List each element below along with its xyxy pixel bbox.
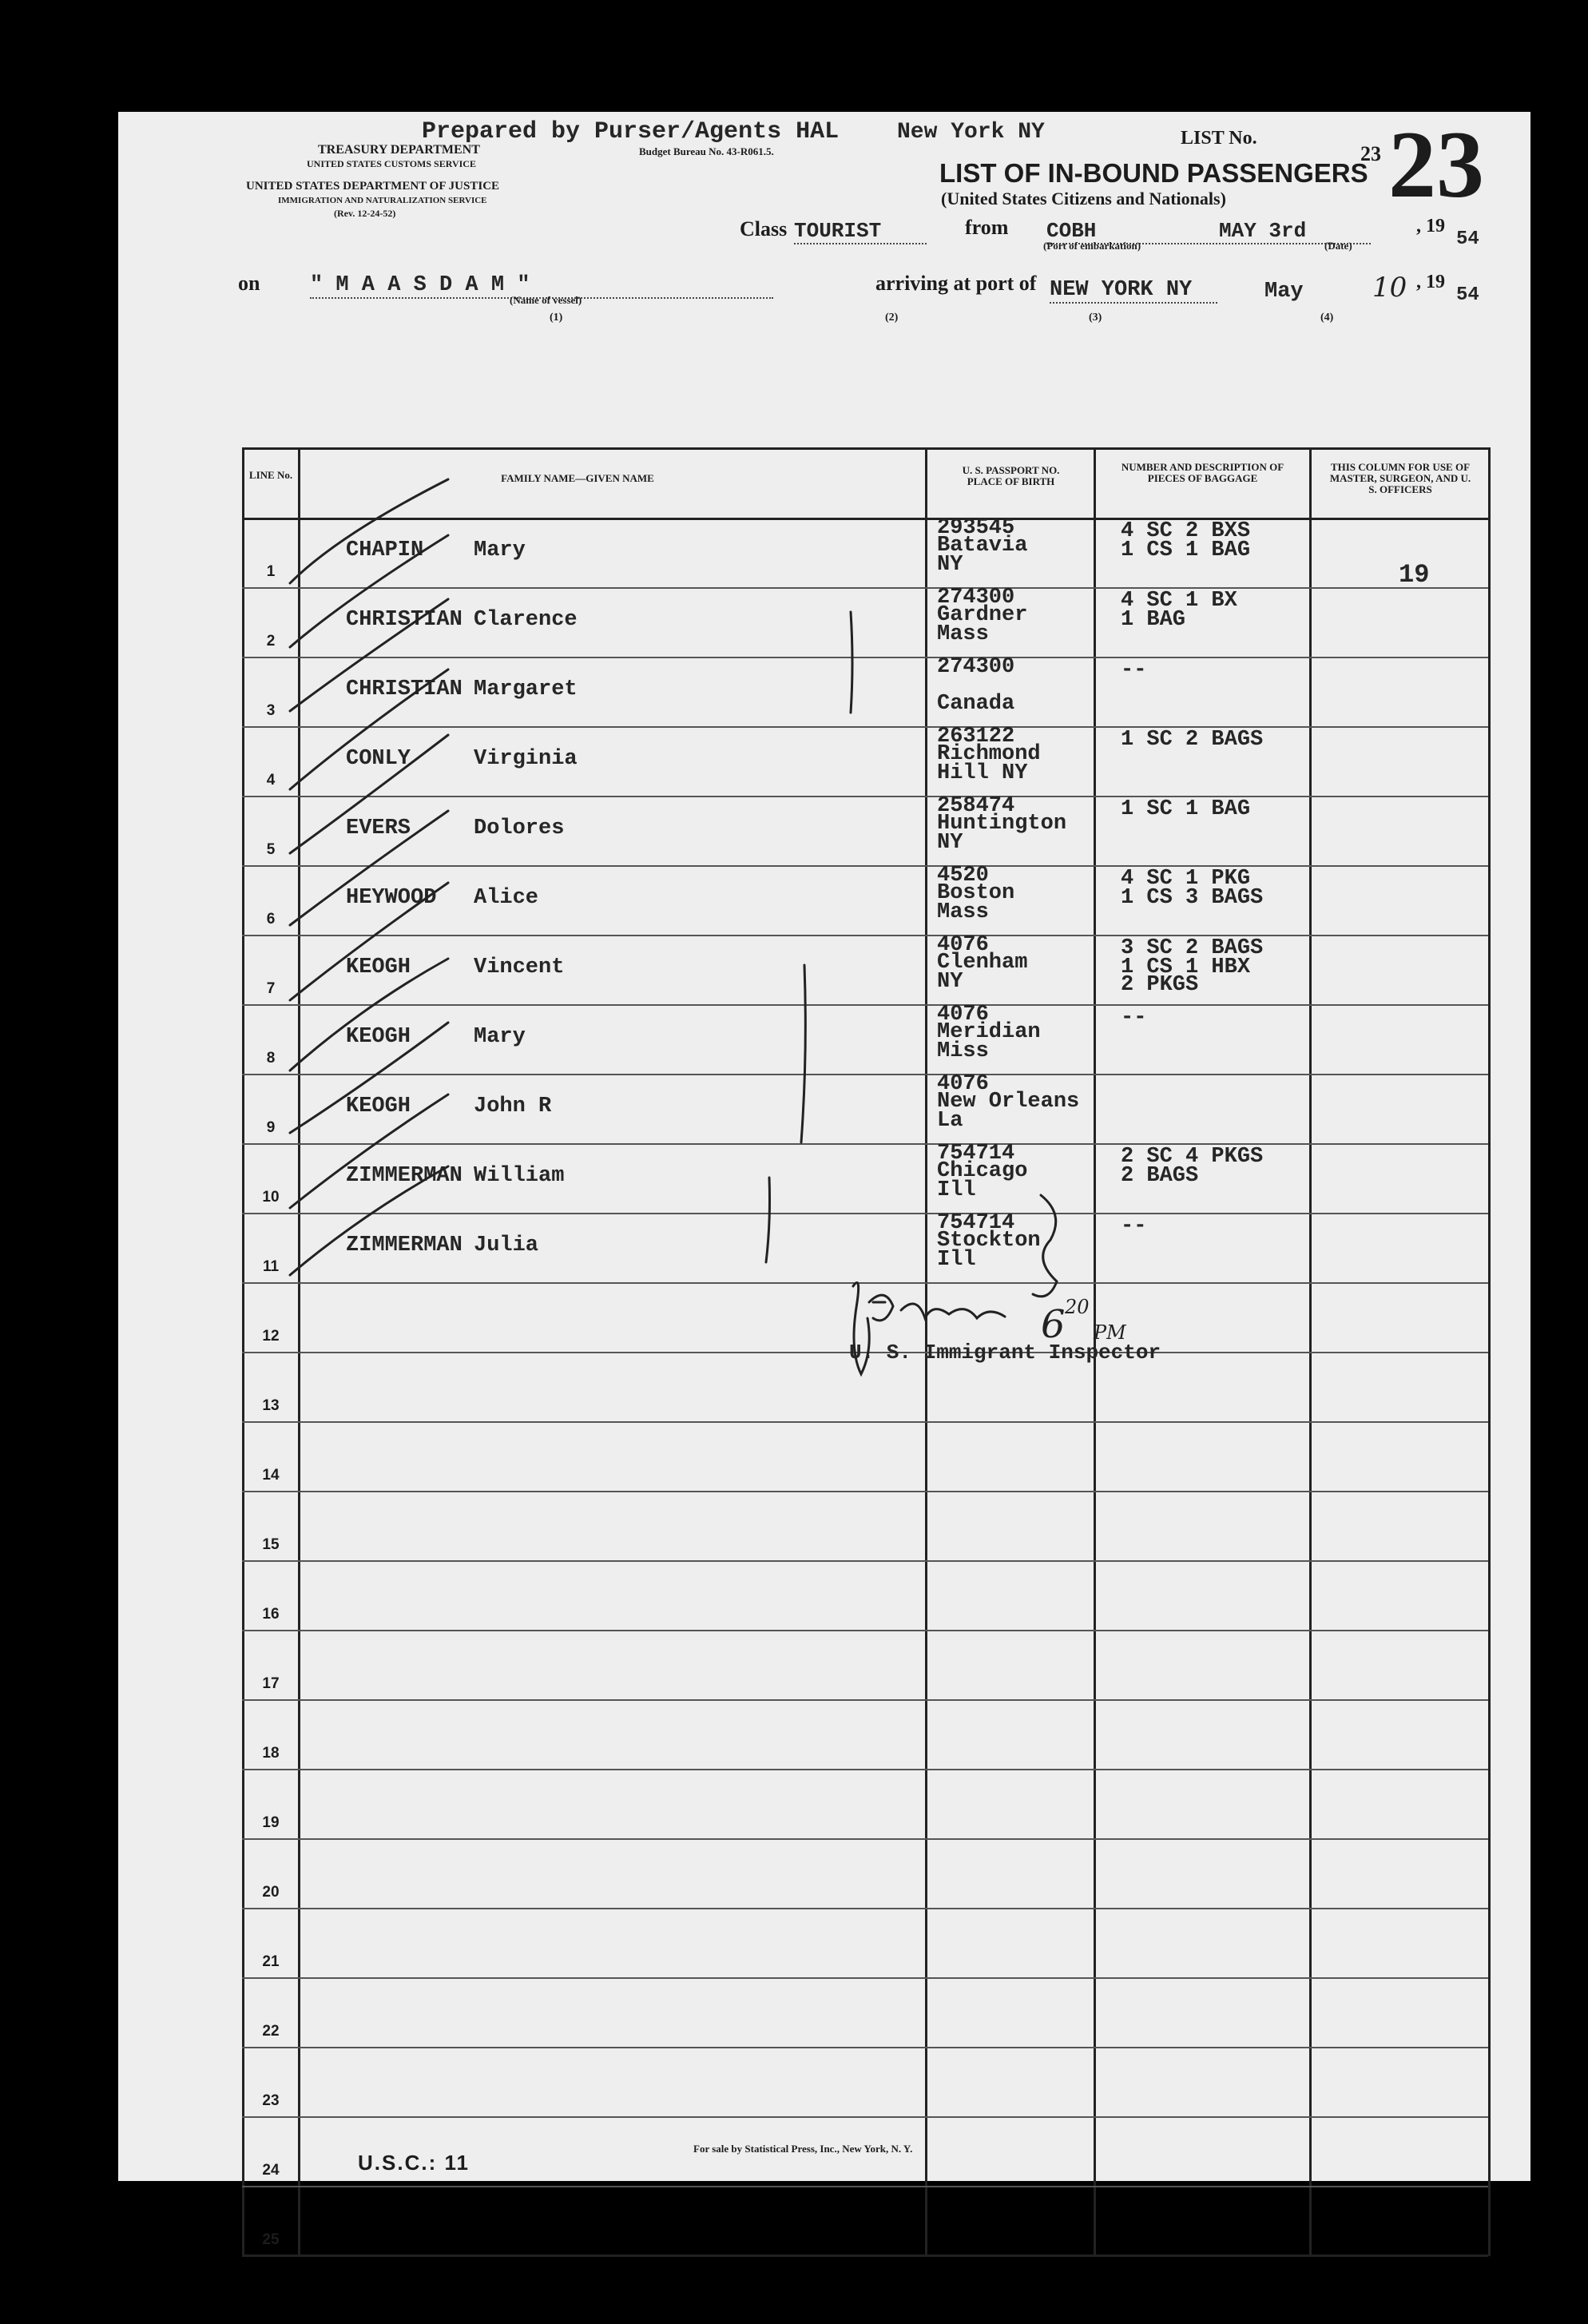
table-row-rule [242, 1630, 1488, 1631]
birth-place-line2: La [937, 1109, 963, 1133]
inspector-time-pm: PM [1094, 1321, 1126, 1344]
arriving-label: arriving at port of [875, 272, 1037, 295]
from-caption: (Port of embarkation) [1043, 240, 1141, 252]
line-number: 22 [262, 2023, 280, 2040]
family-name: CHAPIN [346, 538, 424, 562]
table-rule [242, 518, 1488, 520]
family-name: HEYWOOD [346, 886, 437, 910]
birth-place-line1: New Orleans [937, 1090, 1080, 1114]
line-number: 17 [262, 1675, 280, 1692]
inspector-time-minutes: 20 [1065, 1296, 1090, 1318]
birth-place-line2: Canada [937, 692, 1015, 716]
baggage-line1: 2 SC 4 PKGS [1121, 1145, 1264, 1169]
customs-service: UNITED STATES CUSTOMS SERVICE [307, 158, 476, 169]
table-row-rule [242, 865, 1488, 867]
manifest-page [118, 111, 1530, 2248]
line-number: 1 [266, 563, 276, 580]
table-row-rule [242, 1560, 1488, 1562]
line-number: 18 [262, 1745, 280, 1762]
birth-place-line1: Meridian [937, 1020, 1041, 1044]
departure-date: MAY 3rd [1219, 219, 1371, 244]
form-revision: (Rev. 12-24-52) [334, 208, 396, 219]
baggage-line1: 4 SC 1 PKG [1121, 867, 1251, 891]
table-row-rule [242, 1491, 1488, 1492]
arrival-port: NEW YORK NY [1050, 278, 1217, 304]
table-rule [242, 2254, 1488, 2257]
line-number: 10 [262, 1189, 280, 1206]
list-no-label: LIST No. [1181, 128, 1257, 149]
birth-place-line1: Gardner [937, 603, 1028, 627]
header-baggage: NUMBER AND DESCRIPTION OF PIECES OF BAGGAGE [1121, 461, 1284, 484]
passport-number: 263122 [937, 725, 1015, 749]
birth-place-line1: Huntington [937, 812, 1067, 836]
header-line-no: LINE No. [248, 469, 293, 481]
from-value: COBH [1046, 219, 1230, 244]
table-row-rule [242, 1143, 1488, 1145]
given-name: Margaret [474, 677, 578, 701]
table-row-rule [242, 1699, 1488, 1701]
line-number: 16 [262, 1606, 280, 1623]
passport-number: 4520 [937, 864, 989, 888]
usc-code: U.S.C.: 11 [358, 2151, 470, 2175]
birth-place-line1: Batavia [937, 534, 1028, 558]
table-row-rule [242, 726, 1488, 728]
passport-number: 4076 [937, 933, 989, 957]
family-name: CHRISTIAN [346, 677, 463, 701]
birth-place-line1: Clenham [937, 951, 1028, 975]
line-number: 4 [266, 772, 276, 789]
line-number: 7 [266, 980, 276, 997]
inspector-label: U. S. Immigrant Inspector [849, 1341, 1161, 1365]
table-row-rule [242, 1421, 1488, 1423]
given-name: Alice [474, 886, 539, 910]
birth-place-line1: Stockton [937, 1229, 1041, 1253]
baggage-line2: 1 CS 1 BAG [1121, 538, 1251, 562]
class-label: Class [740, 217, 788, 240]
line-number: 20 [262, 1884, 280, 1901]
table-row-rule [242, 935, 1488, 936]
family-name: ZIMMERMAN [346, 1234, 463, 1257]
line-number: 11 [262, 1258, 280, 1275]
birth-place-line1: Richmond [937, 742, 1041, 766]
baggage-line1: 4 SC 2 BXS [1121, 519, 1251, 543]
birth-place-line2: Miss [937, 1039, 989, 1063]
line-number: 3 [266, 702, 276, 719]
form-subtitle: (United States Citizens and Nationals) [941, 189, 1226, 209]
family-name: EVERS [346, 816, 411, 840]
family-name: KEOGH [346, 1025, 411, 1049]
passport-number: 4076 [937, 1003, 989, 1027]
baggage-line2: 1 BAG [1121, 608, 1186, 632]
baggage-line1: -- [1121, 658, 1147, 682]
col-caption-3: (3) [1089, 312, 1102, 324]
baggage-line1: 1 SC 2 BAGS [1121, 728, 1264, 752]
from-label: from [965, 216, 1009, 239]
given-name: Julia [474, 1234, 539, 1257]
passenger-table [242, 447, 1488, 2256]
departure-year: 54 [1456, 228, 1479, 250]
line-number: 15 [262, 1536, 280, 1553]
given-name: William [474, 1164, 565, 1188]
port-city: New York NY [897, 120, 1045, 145]
baggage-line2: 1 CS 3 BAGS [1121, 886, 1264, 910]
baggage-line3: 2 PKGS [1121, 973, 1199, 997]
line-number: 21 [262, 1953, 280, 1970]
family-name: KEOGH [346, 1094, 411, 1118]
table-row-rule [242, 1977, 1488, 1979]
table-row-rule [242, 2047, 1488, 2048]
line-number: 12 [262, 1328, 280, 1345]
form-title: LIST OF IN-BOUND PASSENGERS [939, 158, 1368, 188]
given-name: Clarence [474, 608, 578, 632]
printer-note: For sale by Statistical Press, Inc., New York, N. Y. [693, 2143, 913, 2155]
given-name: Virginia [474, 747, 578, 771]
passport-number: 274300 [937, 586, 1015, 610]
table-border-right [1488, 447, 1491, 2256]
baggage-line1: -- [1121, 1006, 1147, 1030]
ins-service: IMMIGRATION AND NATURALIZATION SERVICE [278, 196, 487, 205]
table-row-rule [242, 657, 1488, 658]
birth-place-line1: Boston [937, 881, 1015, 905]
table-row-rule [242, 1838, 1488, 1840]
table-row-rule [242, 1213, 1488, 1214]
birth-place-line2: Mass [937, 622, 989, 646]
header-name: FAMILY NAME—GIVEN NAME [501, 472, 654, 484]
table-row-rule [242, 1004, 1488, 1006]
on-label: on [238, 272, 260, 295]
birth-place-line2: Mass [937, 900, 989, 924]
passport-number: 4076 [937, 1072, 989, 1096]
table-row-rule [242, 587, 1488, 589]
given-name: Mary [474, 538, 526, 562]
officer-note: 19 [1399, 560, 1430, 590]
birth-place-line2: Hill NY [937, 761, 1028, 785]
baggage-line2: 2 BAGS [1121, 1164, 1199, 1188]
col-caption-1: (1) [550, 312, 563, 324]
class-value: TOURIST [794, 219, 927, 244]
table-row-rule [242, 796, 1488, 797]
header-passport: U. S. PASSPORT NO. PLACE OF BIRTH [962, 464, 1060, 487]
line-number: 13 [262, 1397, 280, 1414]
family-name: CHRISTIAN [346, 608, 463, 632]
table-row-rule [242, 2186, 1488, 2187]
table-row-rule [242, 1074, 1488, 1075]
given-name: Dolores [474, 816, 565, 840]
inspector-time: 6 [1041, 1302, 1066, 1347]
col-caption-4: (4) [1320, 312, 1334, 324]
family-name: KEOGH [346, 955, 411, 979]
baggage-line1: 4 SC 1 BX [1121, 589, 1237, 613]
vessel-caption: (Name of vessel) [510, 294, 582, 306]
justice-dept: UNITED STATES DEPARTMENT OF JUSTICE [246, 180, 500, 193]
date-caption: (Date) [1324, 240, 1352, 252]
line-number: 24 [262, 2162, 280, 2179]
treasury-dept: TREASURY DEPARTMENT [318, 143, 480, 157]
birth-place-line2: Ill [937, 1178, 976, 1202]
arrival-month: May [1264, 280, 1304, 304]
baggage-line1: 3 SC 2 BAGS [1121, 936, 1264, 960]
passport-number: 754714 [937, 1211, 1015, 1235]
arrival-day: 10 [1372, 272, 1407, 304]
baggage-line1: 1 SC 1 BAG [1121, 797, 1251, 821]
birth-place-line1: Chicago [937, 1159, 1028, 1183]
line-number: 5 [266, 841, 276, 858]
year-prefix: , 19 [1416, 216, 1445, 236]
table-row-rule [242, 1282, 1488, 1284]
given-name: John R [474, 1094, 552, 1118]
vessel-name: " M A A S D A M " [310, 273, 773, 299]
budget-bureau: Budget Bureau No. 43-R061.5. [639, 145, 774, 157]
given-name: Vincent [474, 955, 565, 979]
family-name: ZIMMERMAN [346, 1164, 463, 1188]
baggage-line1: -- [1121, 1214, 1147, 1238]
line-number: 19 [262, 1814, 280, 1831]
baggage-line2: 1 CS 1 HBX [1121, 955, 1251, 979]
table-row-rule [242, 1908, 1488, 1909]
table-row-rule [242, 2116, 1488, 2118]
header-officers: THIS COLUMN FOR USE OF MASTER, SURGEON, AND U. S. OFFICERS [1329, 461, 1471, 495]
passport-number: 258474 [937, 794, 1015, 818]
line-number: 14 [262, 1467, 280, 1484]
passport-number: 293545 [937, 516, 1015, 540]
birth-place-line2: Ill [937, 1248, 976, 1272]
passport-number: 754714 [937, 1142, 1015, 1166]
line-number: 6 [266, 911, 276, 928]
arrival-year: 54 [1456, 284, 1479, 306]
passport-number: 274300 [937, 655, 1015, 679]
family-name: CONLY [346, 747, 411, 771]
birth-place-line2: NY [937, 553, 963, 577]
given-name: Mary [474, 1025, 526, 1049]
prepared-by: Prepared by Purser/Agents HAL [422, 118, 840, 145]
line-number: 9 [266, 1119, 276, 1136]
birth-place-line2: NY [937, 970, 963, 994]
line-number: 25 [262, 2231, 280, 2248]
table-row-rule [242, 1769, 1488, 1770]
list-no-small: 23 [1360, 142, 1381, 165]
col-caption-2: (2) [885, 312, 899, 324]
line-number: 23 [262, 2092, 280, 2109]
table-rule [242, 447, 1488, 450]
birth-place-line2: NY [937, 831, 963, 855]
list-number: 23 [1388, 111, 1484, 217]
line-number: 2 [266, 633, 276, 650]
arrival-year-prefix: , 19 [1416, 272, 1445, 292]
line-number: 8 [266, 1050, 276, 1067]
